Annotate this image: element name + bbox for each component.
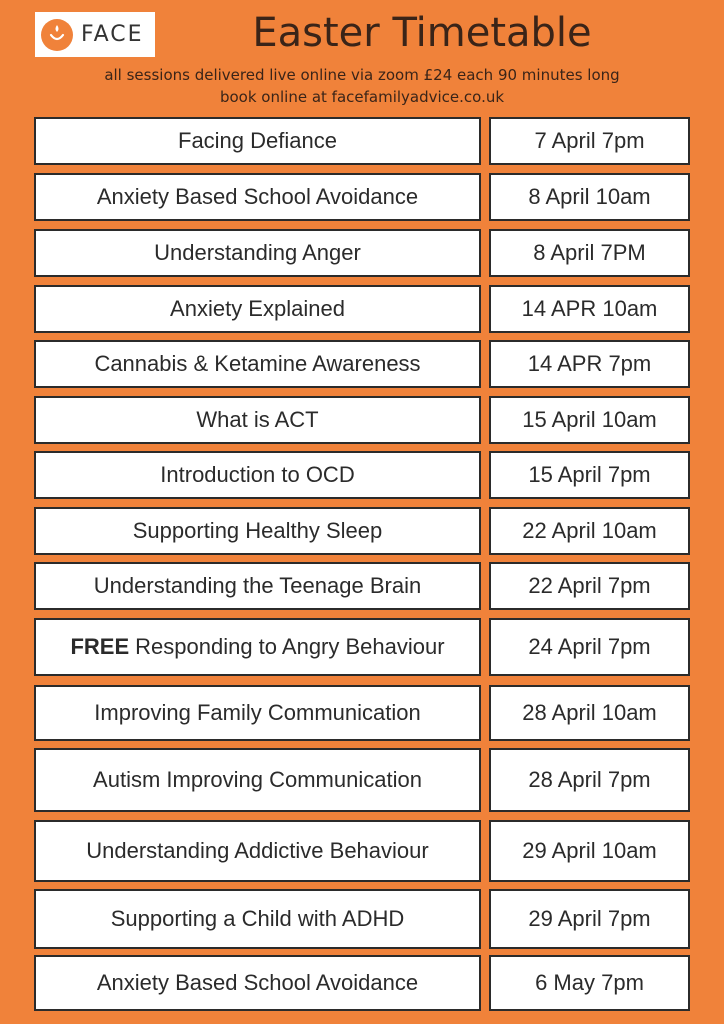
session-name-text: Anxiety Explained: [170, 296, 345, 321]
session-row: [34, 173, 690, 221]
session-name-text: Supporting a Child with ADHD: [110, 906, 405, 931]
session-name-text: Understanding Anger: [154, 240, 361, 265]
session-name: [34, 748, 481, 812]
face-logo-text: FACE: [81, 22, 144, 47]
free-label: FREE: [70, 634, 130, 659]
session-name-text: Autism Improving Communication: [93, 767, 422, 792]
session-date: 15 April 7pm: [489, 451, 690, 499]
session-date: 6 May 7pm: [489, 955, 690, 1011]
session-row: [34, 618, 690, 676]
session-row: [34, 229, 690, 277]
face-logo-icon: [41, 19, 73, 51]
session-name-text: Cannabis & Ketamine Awareness: [94, 351, 421, 376]
subtitle: [60, 64, 664, 108]
session-name: [34, 820, 481, 882]
session-name: [34, 396, 481, 444]
session-row: [34, 451, 690, 499]
subtitle-line-1: all sessions delivered live online via zoom £24 each 90 minutes long: [104, 66, 620, 84]
session-name: [34, 451, 481, 499]
session-row: [34, 820, 690, 882]
session-name: [34, 285, 481, 333]
subtitle-line-2: book online at facefamilyadvice.co.uk: [219, 88, 505, 106]
session-date: 14 APR 10am: [489, 285, 690, 333]
session-name: [34, 685, 481, 741]
session-name: [34, 889, 481, 949]
session-date: 8 April 7PM: [489, 229, 690, 277]
session-date: 15 April 10am: [489, 396, 690, 444]
session-row: [34, 396, 690, 444]
session-row: [34, 748, 690, 812]
session-name-text: Introduction to OCD: [160, 462, 355, 487]
session-name: [34, 173, 481, 221]
session-name-text: Understanding Addictive Behaviour: [86, 838, 429, 863]
session-date: 22 April 7pm: [489, 562, 690, 610]
session-name: [34, 340, 481, 388]
session-name-text: What is ACT: [196, 407, 319, 432]
session-name-text: Improving Family Communication: [94, 700, 421, 725]
session-date: 29 April 7pm: [489, 889, 690, 949]
session-name-text: Understanding the Teenage Brain: [93, 573, 422, 598]
session-name: [34, 507, 481, 555]
session-name-text: Supporting Healthy Sleep: [132, 518, 383, 543]
session-name-text: Responding to Angry Behaviour: [135, 634, 445, 659]
session-row: [34, 685, 690, 741]
session-date: 22 April 10am: [489, 507, 690, 555]
session-date: 7 April 7pm: [489, 117, 690, 165]
session-name: [34, 117, 481, 165]
session-name-text: Anxiety Based School Avoidance: [96, 184, 419, 209]
session-date: 8 April 10am: [489, 173, 690, 221]
session-name: [34, 562, 481, 610]
session-name: [34, 618, 481, 676]
session-name-text: Anxiety Based School Avoidance: [96, 970, 419, 995]
page-title: Easter Timetable: [252, 10, 592, 56]
session-row: [34, 889, 690, 949]
session-name: [34, 229, 481, 277]
session-date: 24 April 7pm: [489, 618, 690, 676]
session-row: [34, 117, 690, 165]
session-row: [34, 507, 690, 555]
session-row: [34, 955, 690, 1011]
session-row: [34, 562, 690, 610]
session-row: [34, 285, 690, 333]
session-name-text: Facing Defiance: [178, 128, 337, 153]
session-row: [34, 340, 690, 388]
session-date: 28 April 7pm: [489, 748, 690, 812]
session-date: 29 April 10am: [489, 820, 690, 882]
session-name: [34, 955, 481, 1011]
face-logo: [35, 12, 155, 57]
session-date: 14 APR 7pm: [489, 340, 690, 388]
session-date: 28 April 10am: [489, 685, 690, 741]
